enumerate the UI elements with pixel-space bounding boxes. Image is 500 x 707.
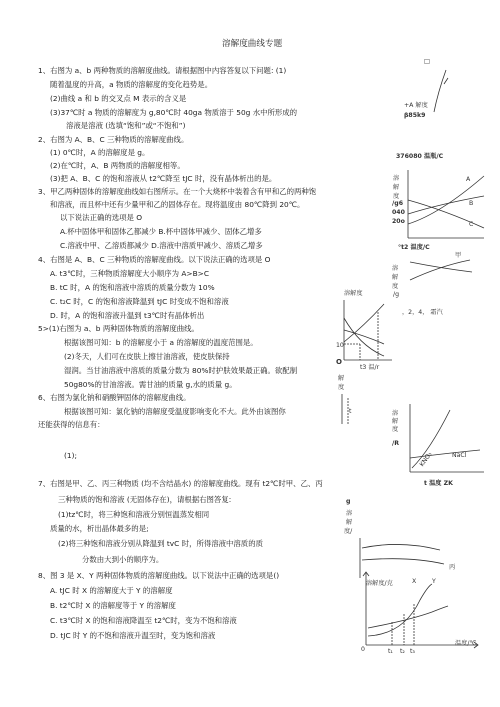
q7-stem: 7、右图是甲、乙、丙三种物质 (均不含结晶水) 的溶解度曲线。现有 t2℃时甲、乙、丙 bbox=[38, 479, 323, 488]
q7-line: (2)将三种饱和溶液分别从降温到 tvC 时，所得溶液中溶质的质 bbox=[58, 539, 263, 548]
figure-8-tick: t₂ bbox=[400, 648, 405, 655]
q4-option-c: C. t₂C 时，C 的饱和溶液降温到 tJC 时变成不饱和溶液 bbox=[50, 297, 229, 306]
figure-1-box: □ bbox=[424, 58, 430, 65]
q2-line: (2)在℃时，A、B 两物质的溶解度相等。 bbox=[50, 161, 185, 170]
figure-4-origin: O bbox=[336, 358, 342, 366]
q8-option-d: D. tJC 时 Y 的不饱和溶液升温至时，变为饱和溶液 bbox=[50, 631, 216, 640]
figure-8-tick: t₃ bbox=[410, 648, 415, 655]
q5-line: 50g80%的甘油溶液。需甘油的质量 g,水的质量 g。 bbox=[64, 380, 237, 389]
figure-8-xlabel: 温度/℃ bbox=[455, 640, 477, 647]
q3-line: 和溶液，而且杯中还有少量甲和乙的固体存在。现将温度由 80℃降到 20℃。 bbox=[50, 200, 305, 209]
figure-4-ylabel: 溶解度 bbox=[344, 290, 363, 297]
q6-line: 根据该图可知：氯化钠的溶解度受温度影响变化不大。此外由该图你 bbox=[64, 407, 286, 416]
q6-answer: (1); bbox=[64, 451, 77, 460]
q5-stem: 5>(1)右图为 a、b 两种固体物质的溶解度曲线。 bbox=[38, 324, 199, 333]
figure-3-xlabel: ，2，4， 霜汽 bbox=[402, 309, 443, 316]
q4-stem: 4、右图是 A、B、C 三种物质的溶解度曲线。以下说法正确的选项是 O bbox=[38, 255, 271, 264]
q5-line: 根据该图可知：b 的溶解度小于 a 的溶解度的温度范围是。 bbox=[64, 338, 258, 347]
q8-option-a: A. tJC 时 X 的溶解度大于 Y 的溶解度 bbox=[50, 586, 173, 595]
q1-line: 溶液是溶液 (选填“饱和”或“不饱和”) bbox=[66, 121, 186, 130]
q4-option-b: B. tC 时，A 的饱和溶液中溶质的质量分数为 10% bbox=[50, 283, 215, 292]
figure-2-tick: /g6 bbox=[392, 200, 403, 207]
q4-option-a: A. t3℃时，三种物质溶解度大小顺序为 A>B>C bbox=[50, 269, 210, 278]
q8-option-b: B. t2℃时 X 的溶解度等于 Y 的溶解度 bbox=[50, 601, 176, 610]
figure-3-ylabel: 溶 bbox=[392, 265, 399, 272]
figure-4-xlabel: t3 温/r bbox=[360, 364, 380, 371]
figure-7-ylabel: 溶 bbox=[346, 510, 353, 517]
figure-2-tick: 040 bbox=[392, 209, 405, 216]
q2-line: (1) 0℃时，A 的溶解度是 g。 bbox=[50, 148, 150, 157]
figure-8-series-y: Y bbox=[432, 578, 436, 585]
figure-2-ylabel: 溶 bbox=[393, 175, 400, 182]
figure-5-tick: t bbox=[349, 408, 352, 415]
q6-stem: 6、右图为氯化钠和硝酸钾固体的溶解度曲线。 bbox=[38, 393, 191, 402]
q5-line: (2)冬天，人们可在皮肤上擦甘油溶液，使皮肤保持 bbox=[64, 352, 230, 361]
figure-6-series-nacl: NaCl bbox=[452, 452, 467, 459]
q1-line: (2)曲线 a 和 b 的交叉点 M 表示的含义是 bbox=[50, 94, 187, 103]
q3-stem: 3、甲乙两种固体的溶解度曲线如右图所示。在一个大烧杯中装着含有甲和乙的两种饱 bbox=[38, 187, 317, 196]
q3-option: C.溶液中甲、乙溶质都减少 D.溶液中溶质甲减少、溶质乙增多 bbox=[60, 241, 263, 250]
figure-3-ylabel: 度 bbox=[392, 283, 399, 290]
q7-line: 质量的水，析出晶体最多的是; bbox=[50, 524, 149, 533]
figure-5-ylabel: 度 bbox=[338, 384, 345, 391]
figure-2-series-c: C bbox=[469, 221, 474, 228]
figure-7-series-bing: 丙 bbox=[449, 564, 456, 571]
q1-stem: 1、右图为 a、b 两种物质的溶解度曲线。请根据图中内容答复以下问题: (1) bbox=[38, 66, 287, 75]
figure-1-label: +A 解度 bbox=[404, 102, 428, 109]
q1-line: 随着温度的升高，a 物质的溶解度的变化趋势是。 bbox=[50, 80, 213, 89]
figure-7-ylabel: 解 bbox=[346, 519, 353, 526]
q1-line: (3)37℃时 a 物质的溶解度为 g,80℃时 40ga 物质溶于 50g 水中所形成的 bbox=[50, 108, 298, 117]
figure-6-ylabel: /R bbox=[392, 440, 400, 447]
figure-1-xlabel: 376080 温瓶/C bbox=[396, 153, 444, 160]
q7-line: 三种物质的饱和溶液 (无固体存在)，请根据右图答复: bbox=[58, 495, 232, 504]
q7-line: (1)tz℃时，将三种饱和溶液分别恒温蒸发相同 bbox=[58, 510, 210, 519]
q2-line: (3)把 A、B、C 的饱和溶液从 t2℃降至 tJC 时，没有晶体析出的是。 bbox=[50, 174, 277, 183]
q2-stem: 2、右图为 A、B、C 三种物质的溶解度曲线。 bbox=[38, 135, 189, 144]
figure-1-label: β85k9 bbox=[404, 112, 426, 119]
figure-7-ylabel: 度/ bbox=[344, 528, 353, 535]
figure-3-ylabel: 解 bbox=[392, 274, 399, 281]
figure-2-series-b: B bbox=[469, 200, 474, 207]
page-title: 溶解度曲线专题 bbox=[222, 39, 283, 49]
q3-option: A.杯中固体甲和固体乙都减少 B.杯中固体甲减少、固体乙增多 bbox=[60, 227, 262, 236]
figure-2-xlabel: °t2 温度/C bbox=[398, 244, 430, 251]
q8-stem: 8、图 3 是 X、Y 两种固体物质的溶解度曲线。以下说法中正确的选项是() bbox=[38, 571, 280, 580]
figure-4-tick: 10 bbox=[336, 342, 344, 349]
q5-line: 湿润。当甘油溶液中溶质的质量分数为 80%时护肤效果最正确。欲配制 bbox=[64, 366, 298, 375]
figure-8-origin: 0 bbox=[361, 646, 365, 653]
q7-line: 分数由大到小的顺序为。 bbox=[82, 555, 164, 564]
figure-2-ylabel: 度 bbox=[393, 193, 400, 200]
figure-6-ylabel: 溶解度 bbox=[392, 410, 399, 433]
figure-8-series-x: X bbox=[412, 578, 417, 585]
figure-8-ylabel: 溶解度/克 bbox=[366, 580, 393, 587]
figure-2-tick: 20o bbox=[392, 218, 405, 225]
figure-8-tick: t₁ bbox=[388, 648, 393, 655]
q3-line: 以下说法正确的选项是 O bbox=[60, 213, 143, 222]
figure-6-series-kno3: KNO₃ bbox=[418, 450, 434, 469]
figure-2-ylabel: 解 bbox=[393, 184, 400, 191]
figure-7-unit: g bbox=[346, 498, 351, 505]
q6-line: 还能获得的信息有： bbox=[38, 420, 105, 429]
figure-3-ylabel: /g bbox=[393, 291, 400, 298]
q8-option-c: C. t3℃时 X 的饱和溶液降温至 t2℃时，变为不饱和溶液 bbox=[50, 616, 237, 625]
q4-option-d: D. 时，A 的饱和溶液升温到 t3℃时有晶体析出 bbox=[50, 311, 205, 320]
figure-6-xlabel: t 温度 ZK bbox=[424, 480, 453, 487]
figure-5-ylabel: 解 bbox=[338, 375, 345, 382]
figure-2-series-a: A bbox=[466, 176, 471, 183]
figure-3-series-jia: 甲 bbox=[455, 252, 462, 259]
